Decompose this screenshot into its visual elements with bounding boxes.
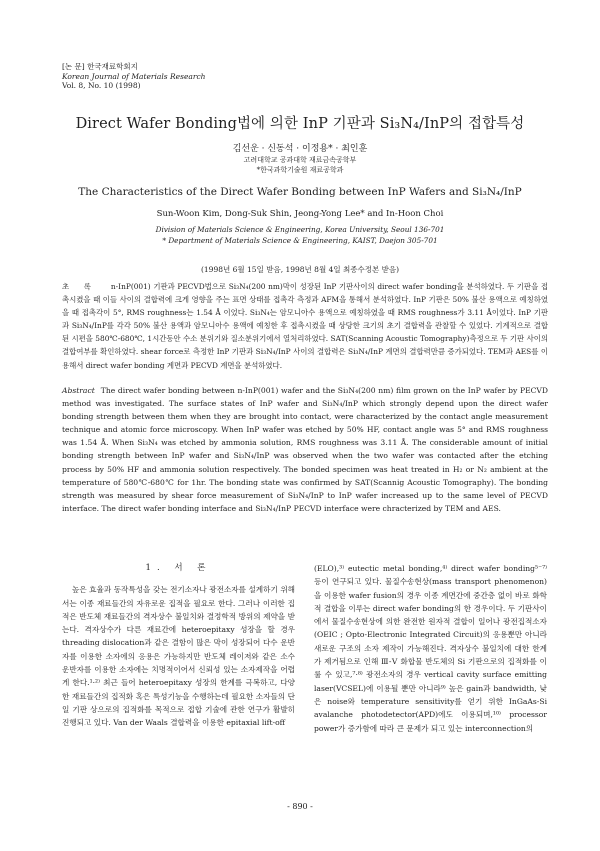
body-column-left	[62, 563, 295, 730]
abstract-en-text: The direct wafer bonding between n-InP(001) wafer and the Si₃N₄(200 nm) film grown on the InP wafer by PECVD method was investigated. The surface states of InP wafer and Si₃N₄/InP which strongly depend upon the direct wafer bonding strength between them when they are brought into contact, were characterized by the contact angle measurement technique and atomic force microscopy. When InP wafer was etched by 50% HF, contact angle was 5° and RMS roughness was 1.54 Å. When Si₃N₄ was etched by ammonia solution, RMS roughness was 3.11 Å. The considerable amount of initial bonding strength between InP wafer and Si₃N₄/InP was observed when the two wafer was contacted after the etching process by 50% HF and ammonia solution respectively. The bonded specimen was heat treated in H₂ or N₂ ambient at the temperature of 580℃-680℃ for 1hr. The bonding state was confirmed by SAT(Scannig Acoustic Tomography). The bonding strength was measured by shear force measurement of Si₃N₄/InP to InP wafer increased up to the same level of PECVD interface. The direct wafer bonding interface and Si₃N₄/InP PECVD interface were chracterized by TEM and AES.	[62, 386, 548, 513]
abstract-en-label: Abstract	[62, 386, 95, 395]
authors-en: Sun-Woon Kim, Dong-Suk Shin, Jeong-Yong Lee* and In-Hoon Choi	[156, 209, 444, 219]
affiliation-en	[0, 224, 600, 246]
affiliation-en-line1: Division of Materials Science & Engineering, Korea University, Seoul 136-701	[155, 225, 445, 234]
affiliation-ko	[0, 155, 600, 175]
abstract-ko	[62, 280, 548, 372]
abstract-ko-text: n-InP(001) 기판과 PECVD법으로 Si₃N₄(200 nm)막이 성장된 InP 기판사이의 direct wafer bonding을 분석하였다. 두 기판을 접촉시켰을 때 이들 사이의 결합력에 크게 영향을 주는 표면 상태를 접촉각 측정과 AFM을 통해서 분석하였다. InP 기판은 50% 불산 용액으로 예칭하였을 때 접촉각이 5°, RMS roughness는 1.54 Å 이었다. Si₃N₄는 암모니아수 용액으로 예칭하였을 때 RMS roughness가 3.11 Å이었다. InP 기판과 Si₃N₄/InP를 각각 50% 불산 용액과 암모니아수 용액에 예칭한 후 접촉시켰을 때 상당한 크기의 초기 결합력을 관찰할 수 있었다. 기계적으로 결합된 시편을 580℃-680℃, 1시간동안 수소 분위기와 질소분위기에서 열처리하였다. SAT(Scanning Acoustic Tomography)측정으로 두 기판 사이의 결합여부를 확인하였다. shear force로 측정한 InP 기판과 Si₃N₄/InP 사이의 결합력은 Si₃N₄/InP 계면의 결합력만큼 증가되었다. TEM과 AES를 이용해서 direct wafer bonding 계면과 PECVD 계면을 분석하였다.	[62, 282, 548, 370]
journal-name-ko: [논 문] 한국재료학회지	[62, 62, 138, 71]
affiliation-ko-line2: *한국과학기술원 재료공학과	[256, 166, 344, 174]
affiliation-ko-line1: 고려대학교 공과대학 재료금속공학부	[243, 156, 357, 164]
paper-title-en: The Characteristics of the Direct Wafer Bonding between InP Wafers and Si₃N₄/InP	[78, 186, 522, 198]
journal-name-en: Korean Journal of Materials Research	[62, 71, 206, 81]
section-heading: 1. 서 론	[145, 563, 212, 573]
affiliation-en-line2: * Department of Materials Science & Engineering, KAIST, Daejon 305-701	[162, 236, 438, 245]
journal-volume: Vol. 8, No. 10 (1998)	[62, 81, 141, 90]
received-date: (1998년 6월 15일 받음, 1998년 8월 4일 최종수정본 받음)	[200, 265, 399, 274]
page-number: - 890 -	[287, 802, 313, 811]
abstract-en	[62, 384, 548, 515]
journal-header	[62, 62, 205, 91]
authors-ko: 김선운 · 신동석 · 이정용* · 최인훈	[232, 144, 368, 154]
intro-paragraph-left: 높은 효율과 동작특성을 갖는 전기소자나 광전소자를 설계하기 위해서는 이종 재료들간의 자유로운 집적을 필요로 한다. 그러나 이러한 집적은 반도체 재료들간의 격자상수 불일치와 결정학적 방위의 제약을 받는다. 격자상수가 다른 재료간에 heteroepitaxy 성장을 할 경우 threading dislocation과 같은 결함이 많은 막이 성장되어 다수 운반자를 이용한 소자에의 응용은 가능하지만 반도체 레이저와 같은 소수 운반자를 이용한 소자에는 치명적이어서 신뢰성 있는 소자제작을 어렵게 한다.¹·²⁾ 최근 들어 heteroepitaxy 성장의 한계를 극복하고, 다양한 재료들간의 집적화 혹은 특성기능을 수행하는데 필요한 소자들의 단일 기판 상으로의 집적화를 목적으로 접합 기술에 관한 연구가 활발히 진행되고 있다. Van der Waals 결합력을 이용한 epitaxial lift-off	[62, 585, 295, 728]
paper-title-ko: Direct Wafer Bonding법에 의한 InP 기판과 Si₃N₄/InP의 접합특성	[75, 116, 525, 132]
body-column-right	[314, 562, 547, 735]
abstract-ko-label: 초 록	[62, 282, 97, 291]
intro-paragraph-right: (ELO),³⁾ eutectic metal bonding,⁴⁾ direct wafer bonding⁵⁻⁷⁾ 등이 연구되고 있다. 물질수송현상(mass transport phenomenon)을 이용한 wafer fusion의 경우 이종 계면간에 중간층 없이 바로 화학적 결합을 이루는 direct wafer bonding의 한 경우이다. 두 기판사이에서 물질수송현상에 의한 완전한 원자적 결합이 일어나 광전집적소자(OEIC ; Opto-Electronic Integrated Circuit)의 응용뿐만 아니라 새로운 구조의 소자 제작이 가능해진다. 격자상수 불일치에 대한 한계가 제거됨으로 인해 Ⅲ-Ⅴ 화합물 반도체의 Si 기판으로의 집적화를 이룰 수 있고,⁷·⁸⁾ 광전소자의 경우 vertical cavity surface emitting laser(VCSEL)에 이용될 뿐만 아니라⁹⁾ 높은 gain과 bandwidth, 낮은 noise와 temperature sensitivity를 얻기 위한 InGaAs-Si avalanche photodetector(APD)에도 이용되며,¹⁰⁾ processor power가 증가함에 따라 큰 문제가 되고 있는 interconnection의	[314, 564, 547, 733]
